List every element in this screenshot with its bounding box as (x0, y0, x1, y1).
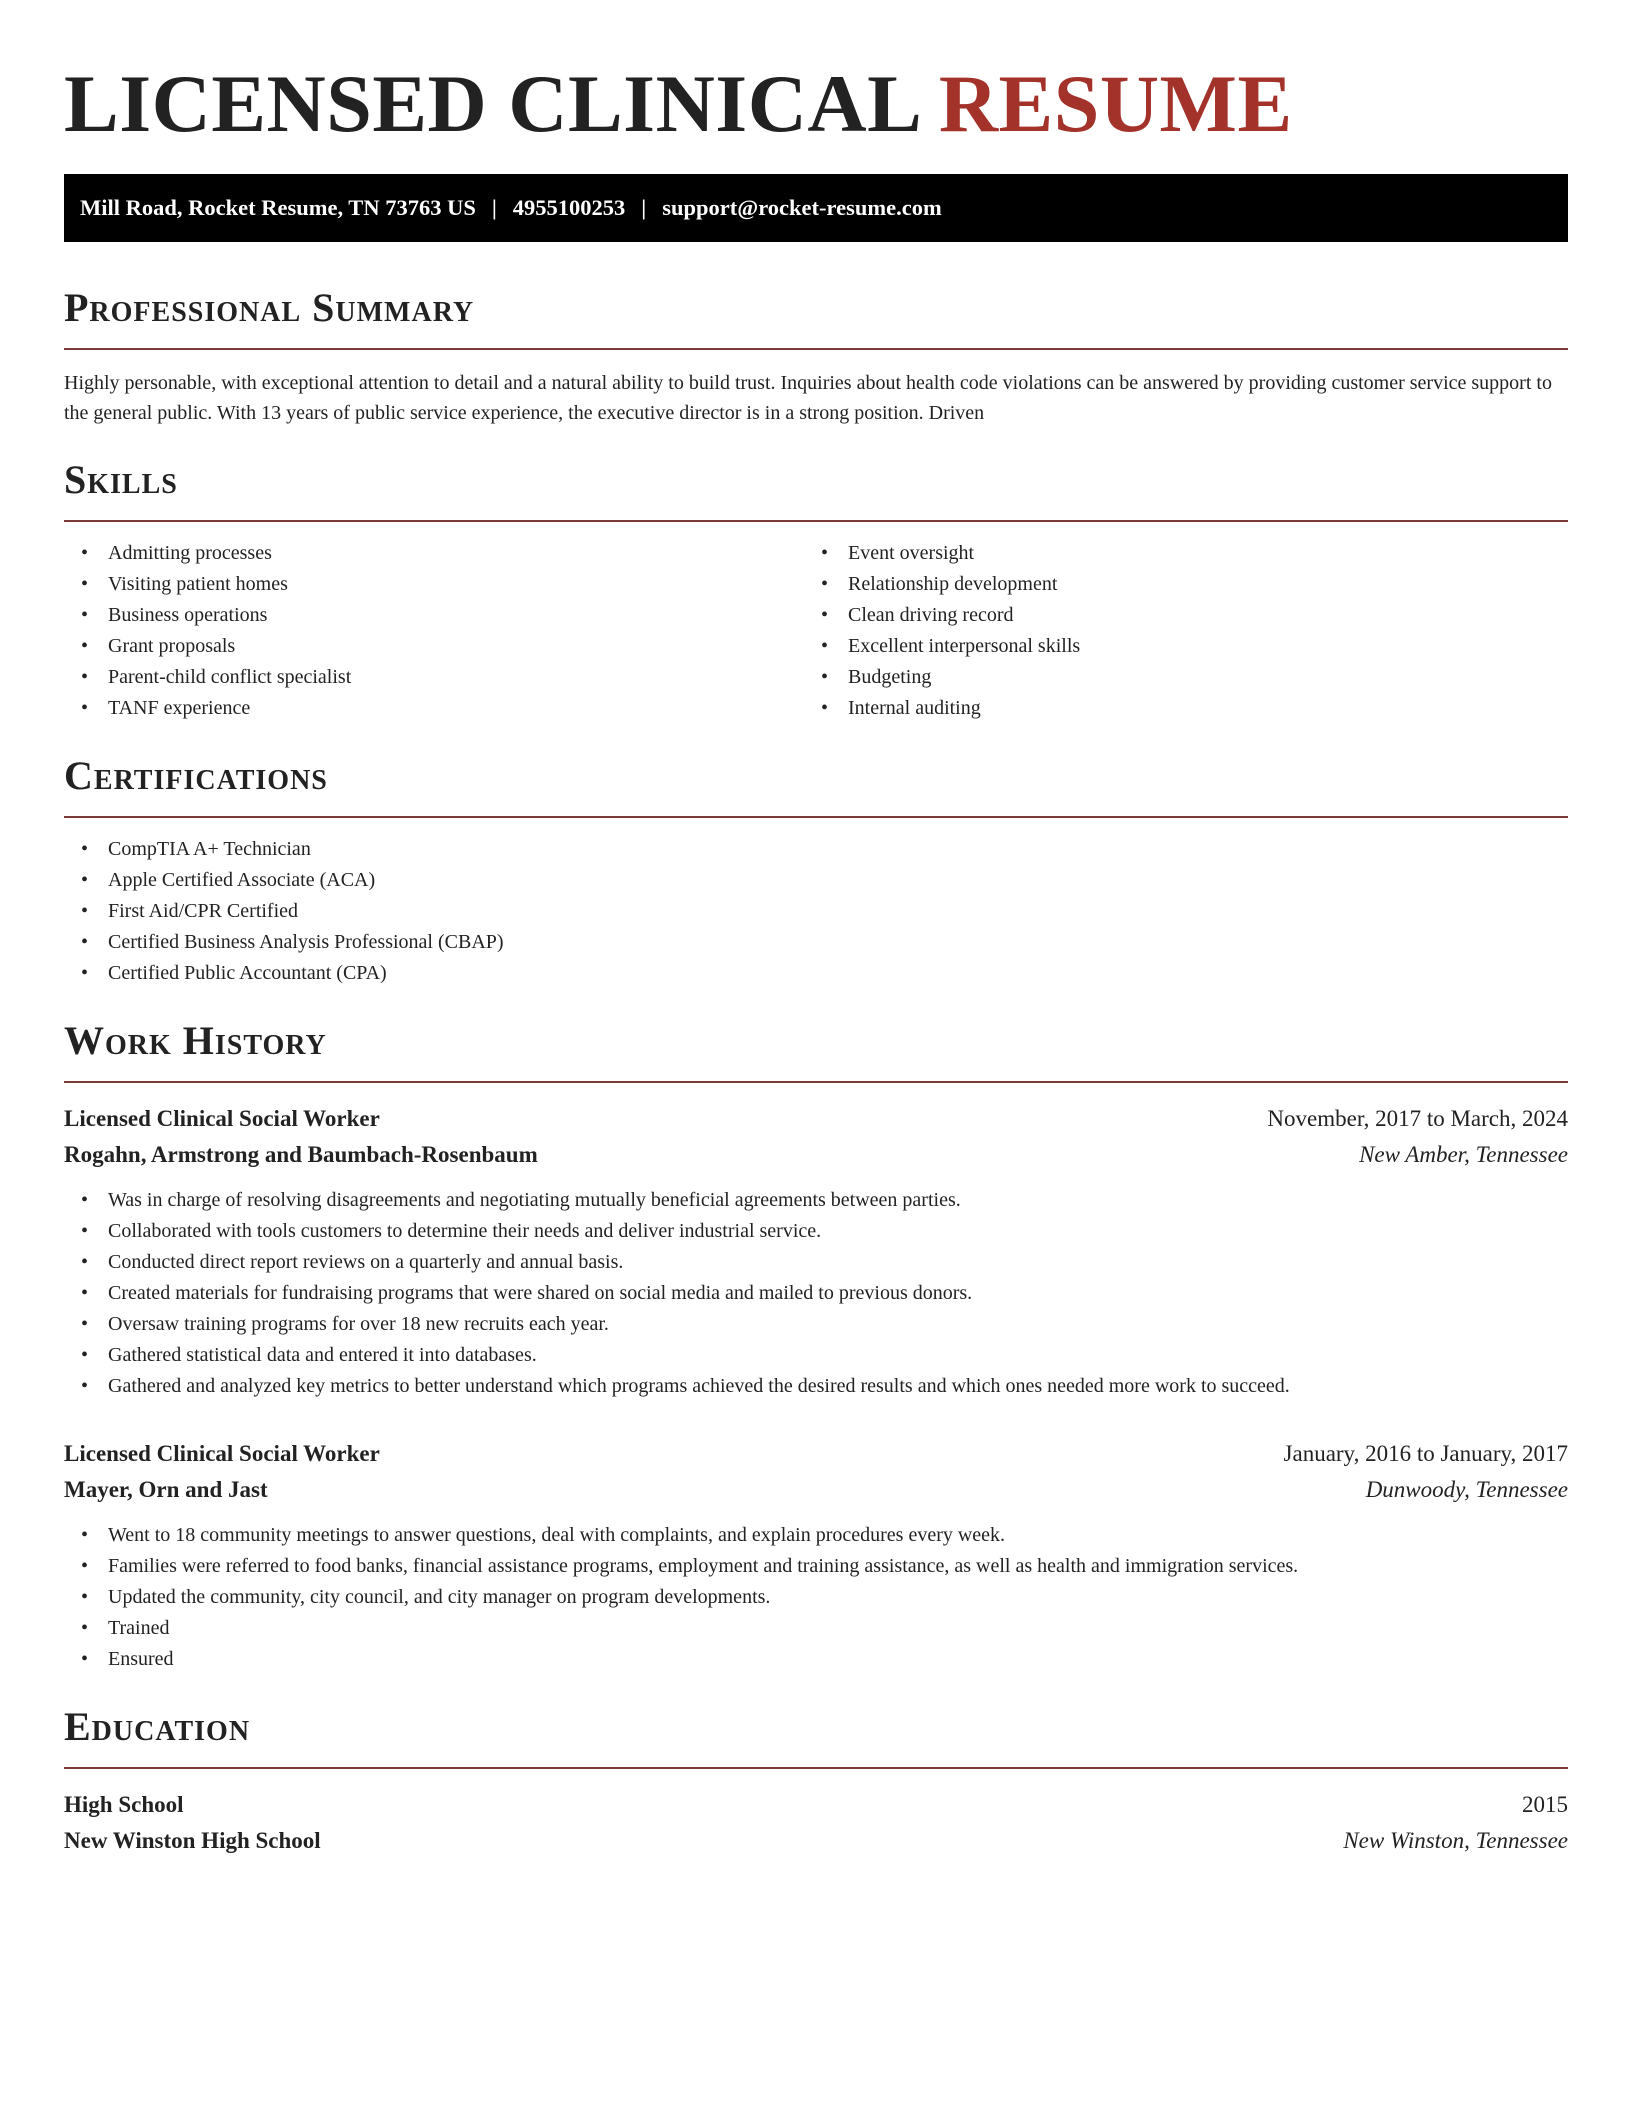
summary-section (64, 284, 1568, 428)
education-year: 2015 (1522, 1792, 1568, 1817)
certifications-list (64, 834, 1568, 989)
job-duty-item: • Gathered statistical data and entered it into databases. (64, 1340, 1568, 1371)
job-location: New Amber, Tennessee (1359, 1142, 1568, 1167)
skill-item: • TANF experience (64, 693, 804, 724)
title-accent: RESUME (938, 58, 1293, 149)
job-header (64, 1436, 1568, 1472)
certification-item: • CompTIA A+ Technician (64, 834, 1568, 865)
skill-item: • Grant proposals (64, 631, 804, 662)
skills-section (64, 456, 1568, 724)
certifications-section (64, 752, 1568, 989)
section-divider (64, 348, 1568, 350)
job-duty-item: • Ensured (64, 1644, 1568, 1675)
job-duties-list (64, 1185, 1568, 1402)
job-subheader (64, 1137, 1568, 1173)
job-duty-item: • Families were referred to food banks, financial assistance programs, employment and training assistance, as well as health and immigration services. (64, 1551, 1568, 1582)
skill-item: • Internal auditing (804, 693, 1544, 724)
job-duty-item: • Trained (64, 1613, 1568, 1644)
contact-separator: | (641, 195, 647, 220)
skill-item: • Budgeting (804, 662, 1544, 693)
job-entry (64, 1436, 1568, 1675)
job-header (64, 1101, 1568, 1137)
contact-address: Mill Road, Rocket Resume, TN 73763 US (80, 195, 476, 220)
skills-list-left (64, 538, 804, 724)
section-heading: Work History (64, 1018, 327, 1063)
skill-item: • Parent-child conflict specialist (64, 662, 804, 693)
skill-item: • Admitting processes (64, 538, 804, 569)
education-degree: High School (64, 1792, 184, 1817)
section-heading: Certifications (64, 753, 328, 798)
education-subheader (64, 1823, 1568, 1859)
skill-item: • Excellent interpersonal skills (804, 631, 1544, 662)
job-duty-item: • Conducted direct report reviews on a quarterly and annual basis. (64, 1247, 1568, 1278)
education-section (64, 1703, 1568, 1859)
section-divider (64, 1081, 1568, 1083)
skills-grid (64, 538, 1568, 724)
contact-email: support@rocket-resume.com (662, 195, 942, 220)
job-duty-item: • Went to 18 community meetings to answer questions, deal with complaints, and explain procedures every week. (64, 1520, 1568, 1551)
job-role: Licensed Clinical Social Worker (64, 1441, 380, 1466)
job-duty-item: • Updated the community, city council, and city manager on program developments. (64, 1582, 1568, 1613)
resume-title (64, 0, 1568, 154)
certification-item: • Certified Public Accountant (CPA) (64, 958, 1568, 989)
summary-text: Highly personable, with exceptional attention to detail and a natural ability to build trust. Inquiries about health code violations can be answered by providing customer service support to the general public. With 13 years of public service experience, the executive director is in a strong position. Driven (64, 372, 1552, 424)
work-history-section (64, 1017, 1568, 1675)
contact-bar (64, 174, 1568, 242)
certification-item: • Certified Business Analysis Professional (CBAP) (64, 927, 1568, 958)
job-company: Rogahn, Armstrong and Baumbach-Rosenbaum (64, 1142, 538, 1167)
job-entry (64, 1101, 1568, 1402)
skill-item: • Clean driving record (804, 600, 1544, 631)
skill-item: • Business operations (64, 600, 804, 631)
job-duty-item: • Was in charge of resolving disagreements and negotiating mutually beneficial agreements between parties. (64, 1185, 1568, 1216)
title-main: LICENSED CLINICAL (64, 58, 918, 149)
job-subheader (64, 1472, 1568, 1508)
section-heading: Professional Summary (64, 285, 475, 330)
education-location: New Winston, Tennessee (1343, 1828, 1568, 1853)
job-location: Dunwoody, Tennessee (1365, 1477, 1568, 1502)
skill-item: • Visiting patient homes (64, 569, 804, 600)
section-divider (64, 816, 1568, 818)
job-duty-item: • Oversaw training programs for over 18 new recruits each year. (64, 1309, 1568, 1340)
job-dates: January, 2016 to January, 2017 (1283, 1441, 1568, 1466)
contact-phone: 4955100253 (512, 195, 626, 220)
certification-item: • Apple Certified Associate (ACA) (64, 865, 1568, 896)
job-duty-item: • Gathered and analyzed key metrics to better understand which programs achieved the desired results and which ones needed more work to succeed. (64, 1371, 1568, 1402)
skills-list-right (804, 538, 1544, 724)
section-heading: Education (64, 1704, 251, 1749)
job-company: Mayer, Orn and Jast (64, 1477, 268, 1502)
certification-item: • First Aid/CPR Certified (64, 896, 1568, 927)
job-duty-item: • Created materials for fundraising programs that were shared on social media and mailed to previous donors. (64, 1278, 1568, 1309)
job-duties-list (64, 1520, 1568, 1675)
job-duty-item: • Collaborated with tools customers to determine their needs and deliver industrial service. (64, 1216, 1568, 1247)
job-dates: November, 2017 to March, 2024 (1267, 1106, 1568, 1131)
education-header (64, 1787, 1568, 1823)
skill-item: • Relationship development (804, 569, 1544, 600)
education-school: New Winston High School (64, 1828, 321, 1853)
skill-item: • Event oversight (804, 538, 1544, 569)
education-entry (64, 1787, 1568, 1859)
contact-separator: | (491, 195, 497, 220)
section-heading: Skills (64, 457, 178, 502)
section-divider (64, 520, 1568, 522)
section-divider (64, 1767, 1568, 1769)
job-role: Licensed Clinical Social Worker (64, 1106, 380, 1131)
